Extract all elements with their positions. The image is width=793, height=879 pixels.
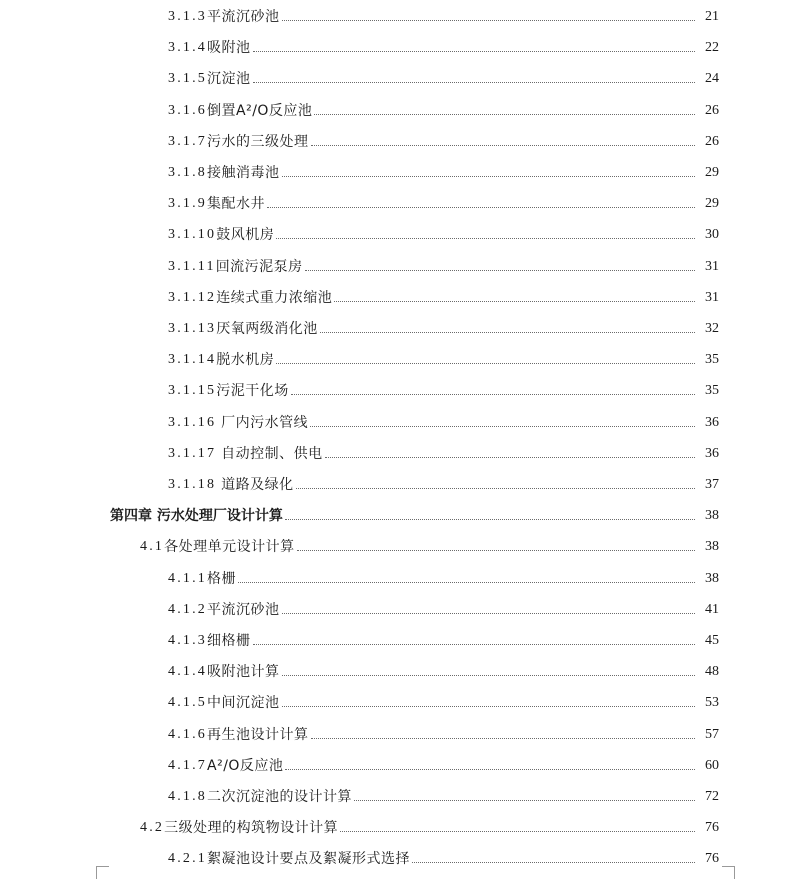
toc-entry-page: 76 — [705, 820, 719, 836]
toc-dot-leader — [311, 738, 696, 739]
toc-entry[interactable] — [0, 220, 793, 244]
toc-dot-leader — [334, 301, 695, 302]
toc-entry-page: 32 — [705, 321, 719, 336]
toc-dot-leader — [412, 862, 695, 863]
toc-entry[interactable] — [0, 720, 793, 744]
toc-entry-page: 31 — [705, 258, 719, 274]
toc-entry-page: 38 — [705, 539, 719, 555]
toc-entry-number: 4.1.8 — [168, 789, 207, 804]
toc-entry[interactable] — [0, 96, 793, 120]
toc-entry-page: 37 — [705, 477, 719, 492]
toc-dot-leader — [282, 613, 696, 614]
toc-entry-page: 36 — [705, 414, 719, 430]
toc-entry[interactable] — [0, 626, 793, 650]
toc-entry-number: 3.1.10 — [168, 227, 217, 243]
toc-entry[interactable] — [0, 688, 793, 712]
toc-dot-leader — [253, 82, 696, 83]
toc-entry[interactable] — [0, 595, 793, 619]
toc-dot-leader — [325, 457, 695, 458]
toc-entry-number: 3.1.5 — [168, 71, 207, 87]
toc-entry[interactable] — [0, 657, 793, 681]
toc-entry-page: 36 — [705, 445, 719, 461]
toc-dot-leader — [297, 550, 695, 551]
page-corner-mark-left — [96, 866, 109, 879]
toc-dot-leader — [285, 769, 695, 770]
toc-entry-number: 3.1.14 — [168, 352, 217, 368]
toc-entry-number: 4.1.5 — [168, 695, 207, 711]
toc-dot-leader — [310, 426, 695, 427]
toc-entry-number: 4.2 — [140, 820, 165, 836]
toc-entry-title: 厌氧两级消化池 — [216, 321, 318, 337]
toc-entry-number: 4.1.3 — [168, 633, 207, 648]
toc-entry-title: 再生池设计计算 — [207, 726, 309, 743]
toc-entry-title: 污水处理厂设计计算 — [152, 508, 283, 525]
toc-entry-page: 41 — [705, 601, 719, 617]
toc-entry[interactable] — [0, 532, 793, 556]
toc-entry-number: 4.1.7 — [168, 757, 207, 773]
toc-entry-number: 3.1.15 — [168, 383, 217, 399]
toc-entry-page: 38 — [705, 508, 719, 524]
toc-entry-page: 35 — [705, 383, 719, 399]
toc-entry-page: 31 — [705, 289, 719, 305]
toc-entry[interactable] — [0, 844, 793, 868]
toc-entry-page: 72 — [705, 789, 719, 804]
toc-entry[interactable] — [0, 782, 793, 806]
toc-dot-leader — [282, 176, 696, 177]
toc-entry-page: 53 — [705, 695, 719, 711]
toc-entry[interactable] — [0, 345, 793, 369]
toc-entry-number: 3.1.3 — [168, 9, 207, 24]
toc-entry[interactable] — [0, 470, 793, 494]
toc-entry-page: 45 — [705, 633, 719, 648]
toc-entry[interactable] — [0, 127, 793, 151]
toc-entry-number: 4.2.1 — [168, 851, 207, 867]
toc-entry-title: 自动控制、供电 — [216, 445, 323, 462]
toc-dot-leader — [305, 270, 695, 271]
toc-dot-leader — [354, 800, 695, 801]
toc-entry-number: 4.1 — [140, 539, 165, 555]
toc-dot-leader — [276, 363, 695, 364]
toc-entry-title: 接触消毒池 — [207, 165, 280, 181]
toc-dot-leader — [314, 114, 695, 115]
toc-entry-page: 21 — [705, 9, 719, 24]
toc-entry[interactable] — [0, 439, 793, 463]
toc-entry-number: 第四章 — [110, 508, 152, 525]
toc-entry-number: 3.1.9 — [168, 196, 207, 212]
toc-entry-title: 各处理单元设计计算 — [164, 539, 295, 556]
toc-entry-page: 76 — [705, 851, 719, 867]
toc-entry-page: 29 — [705, 196, 719, 212]
toc-dot-leader — [276, 238, 695, 239]
toc-entry-title: 厂内污水管线 — [216, 414, 309, 431]
toc-entry-number: 4.1.1 — [168, 570, 207, 586]
toc-entry-title: 回流污泥泵房 — [215, 258, 303, 275]
toc-entry-page: 26 — [705, 133, 719, 149]
toc-dot-leader — [320, 332, 695, 333]
toc-entry-number: 3.1.11 — [168, 258, 216, 274]
toc-dot-leader — [253, 644, 696, 645]
toc-entry[interactable] — [0, 283, 793, 307]
toc-entry-page: 29 — [705, 165, 719, 180]
toc-dot-leader — [340, 831, 695, 832]
toc-entry-page: 60 — [705, 757, 719, 773]
toc-entry-number: 3.1.13 — [168, 321, 217, 336]
toc-entry-number: 4.1.6 — [168, 726, 207, 742]
toc-entry[interactable] — [0, 408, 793, 432]
toc-entry-title: 污水的三级处理 — [207, 133, 309, 150]
toc-entry-title: 二次沉淀池的设计计算 — [207, 789, 352, 805]
toc-entry-number: 3.1.16 — [168, 414, 217, 430]
toc-entry-page: 26 — [705, 102, 719, 118]
toc-entry-title: 三级处理的构筑物设计计算 — [164, 820, 339, 837]
toc-entry-title: 平流沉砂池 — [207, 601, 280, 618]
toc-entry-title: 吸附池 — [207, 40, 251, 57]
page-corner-mark-right — [722, 866, 735, 879]
toc-entry[interactable] — [0, 564, 793, 588]
toc-dot-leader — [253, 51, 696, 52]
toc-entry[interactable] — [0, 158, 793, 182]
toc-entry-title: 集配水井 — [207, 196, 265, 213]
toc-entry-number: 3.1.17 — [168, 445, 217, 461]
toc-dot-leader — [282, 20, 696, 21]
toc-entry-number: 4.1.4 — [168, 664, 207, 680]
toc-entry[interactable] — [0, 501, 793, 525]
toc-dot-leader — [282, 706, 696, 707]
toc-entry[interactable] — [0, 189, 793, 213]
toc-entry-number: 3.1.7 — [168, 133, 207, 149]
toc-entry-title: 平流沉砂池 — [207, 9, 280, 25]
toc-dot-leader — [282, 675, 696, 676]
toc-entry[interactable] — [0, 2, 793, 26]
toc-entry-title: 格栅 — [207, 570, 236, 587]
toc-dot-leader — [311, 145, 696, 146]
toc-entry-title: 连续式重力浓缩池 — [216, 289, 333, 306]
toc-entry-title: 倒置A²/O反应池 — [207, 102, 313, 119]
toc-entry[interactable] — [0, 314, 793, 338]
toc-entry[interactable] — [0, 33, 793, 57]
toc-entry-title: 絮凝池设计要点及絮凝形式选择 — [207, 851, 410, 868]
toc-entry[interactable] — [0, 252, 793, 276]
toc-entry-page: 48 — [705, 664, 719, 680]
toc-entry-number: 3.1.18 — [168, 477, 217, 492]
toc-entry-title: 细格栅 — [207, 633, 251, 649]
toc-entry-title: 鼓风机房 — [216, 227, 275, 244]
toc-entry-page: 22 — [705, 40, 719, 56]
toc-entry-page: 38 — [705, 570, 719, 586]
toc-dot-leader — [238, 582, 695, 583]
toc-dot-leader — [285, 519, 695, 520]
toc-entry-title: 脱水机房 — [216, 352, 275, 369]
toc-entry-title: 污泥干化场 — [216, 383, 289, 400]
toc-entry-title: 沉淀池 — [207, 71, 251, 88]
toc-entry-title: 道路及绿化 — [216, 477, 294, 493]
toc-entry[interactable] — [0, 751, 793, 775]
toc-entry[interactable] — [0, 64, 793, 88]
toc-entry-title: 中间沉淀池 — [207, 695, 280, 712]
toc-dot-leader — [291, 394, 695, 395]
toc-entry-page: 24 — [705, 71, 719, 87]
toc-entry-page: 57 — [705, 726, 719, 742]
toc-entry-number: 3.1.6 — [168, 102, 207, 118]
toc-entry-number: 3.1.12 — [168, 289, 217, 305]
toc-entry-page: 35 — [705, 352, 719, 368]
toc-entry-title: 吸附池计算 — [207, 664, 280, 681]
toc-entry-number: 3.1.4 — [168, 40, 207, 56]
toc-dot-leader — [267, 207, 695, 208]
toc-entry-title: A²/O反应池 — [207, 757, 284, 774]
toc-dot-leader — [296, 488, 695, 489]
toc-entry[interactable] — [0, 813, 793, 837]
toc-entry-page: 30 — [705, 227, 719, 243]
toc-entry-number: 4.1.2 — [168, 601, 207, 617]
toc-entry-number: 3.1.8 — [168, 165, 207, 180]
toc-entry[interactable] — [0, 376, 793, 400]
